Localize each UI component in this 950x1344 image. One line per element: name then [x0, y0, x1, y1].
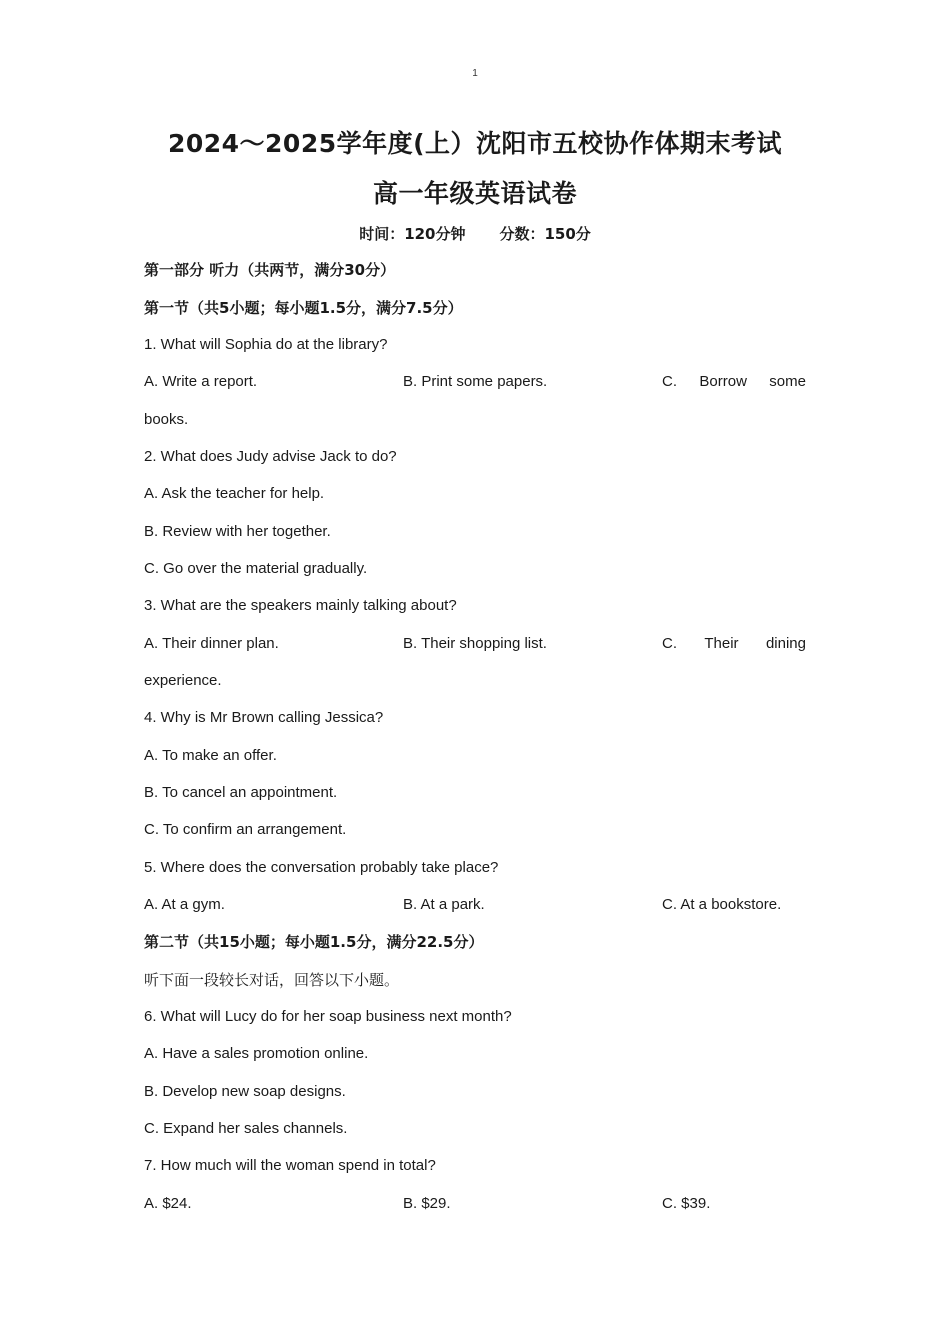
q7-option-c: C. $39. — [662, 1195, 711, 1212]
q5-option-a: A. At a gym. — [144, 896, 225, 913]
q2-option-b: B. Review with her together. — [144, 523, 331, 540]
q3-options — [144, 634, 806, 654]
q6-option-c: C. Expand her sales channels. — [144, 1120, 348, 1137]
exam-score: 分数：150分 — [499, 225, 591, 243]
q1-option-b: B. Print some papers. — [403, 373, 548, 390]
q4-option-b: B. To cancel an appointment. — [144, 784, 338, 801]
q2-option-a: A. Ask the teacher for help. — [144, 485, 325, 502]
q1-option-c — [662, 372, 806, 392]
q1-option-c-word: Borrow — [699, 373, 747, 390]
exam-time: 时间：120分钟 — [359, 225, 466, 243]
q3-option-c-wrap: experience. — [144, 672, 222, 689]
page-number: 1 — [472, 68, 478, 79]
q1-option-a: A. Write a report. — [144, 373, 258, 390]
q4-option-a: A. To make an offer. — [144, 747, 277, 764]
q1-option-c-word: some — [769, 373, 806, 390]
q3-option-c-word: C. — [662, 635, 677, 652]
q5-stem: 5. Where does the conversation probably take place? — [144, 859, 499, 876]
q3-stem: 3. What are the speakers mainly talking about? — [144, 597, 457, 614]
part1-heading: 第一部分 听力（共两节，满分30分） — [144, 261, 396, 279]
q7-option-b: B. $29. — [403, 1195, 451, 1212]
exam-title: 2024～2025学年度(上）沈阳市五校协作体期末考试 — [167, 129, 783, 158]
section1-heading: 第一节（共5小题；每小题1.5分，满分7.5分） — [144, 299, 463, 317]
q2-option-c: C. Go over the material gradually. — [144, 560, 368, 577]
q1-stem: 1. What will Sophia do at the library? — [144, 336, 388, 353]
q6-option-b: B. Develop new soap designs. — [144, 1083, 346, 1100]
q3-option-b: B. Their shopping list. — [403, 635, 547, 652]
q4-stem: 4. Why is Mr Brown calling Jessica? — [144, 709, 384, 726]
q5-option-b: B. At a park. — [403, 896, 485, 913]
q3-option-c — [662, 634, 806, 654]
q7-stem: 7. How much will the woman spend in total? — [144, 1157, 436, 1174]
exam-subtitle: 高一年级英语试卷 — [372, 179, 577, 208]
q6-stem: 6. What will Lucy do for her soap business next month? — [144, 1008, 512, 1025]
q5-options — [144, 895, 806, 915]
section2-instruction: 听下面一段较长对话，回答以下小题。 — [144, 971, 400, 989]
q1-options — [144, 372, 806, 392]
q1-option-c-word: C. — [662, 373, 677, 390]
q1-option-c-wrap: books. — [144, 411, 189, 428]
q3-option-c-word: Their — [704, 635, 739, 652]
q7-options — [144, 1194, 806, 1214]
q3-option-a: A. Their dinner plan. — [144, 635, 279, 652]
section2-heading: 第二节（共15小题；每小题1.5分，满分22.5分） — [144, 933, 484, 951]
q2-stem: 2. What does Judy advise Jack to do? — [144, 448, 397, 465]
q4-option-c: C. To confirm an arrangement. — [144, 821, 347, 838]
q7-option-a: A. $24. — [144, 1195, 192, 1212]
q3-option-c-word: dining — [765, 635, 806, 652]
q5-option-c: C. At a bookstore. — [662, 896, 782, 913]
exam-meta — [0, 223, 950, 244]
q6-option-a: A. Have a sales promotion online. — [144, 1045, 369, 1062]
